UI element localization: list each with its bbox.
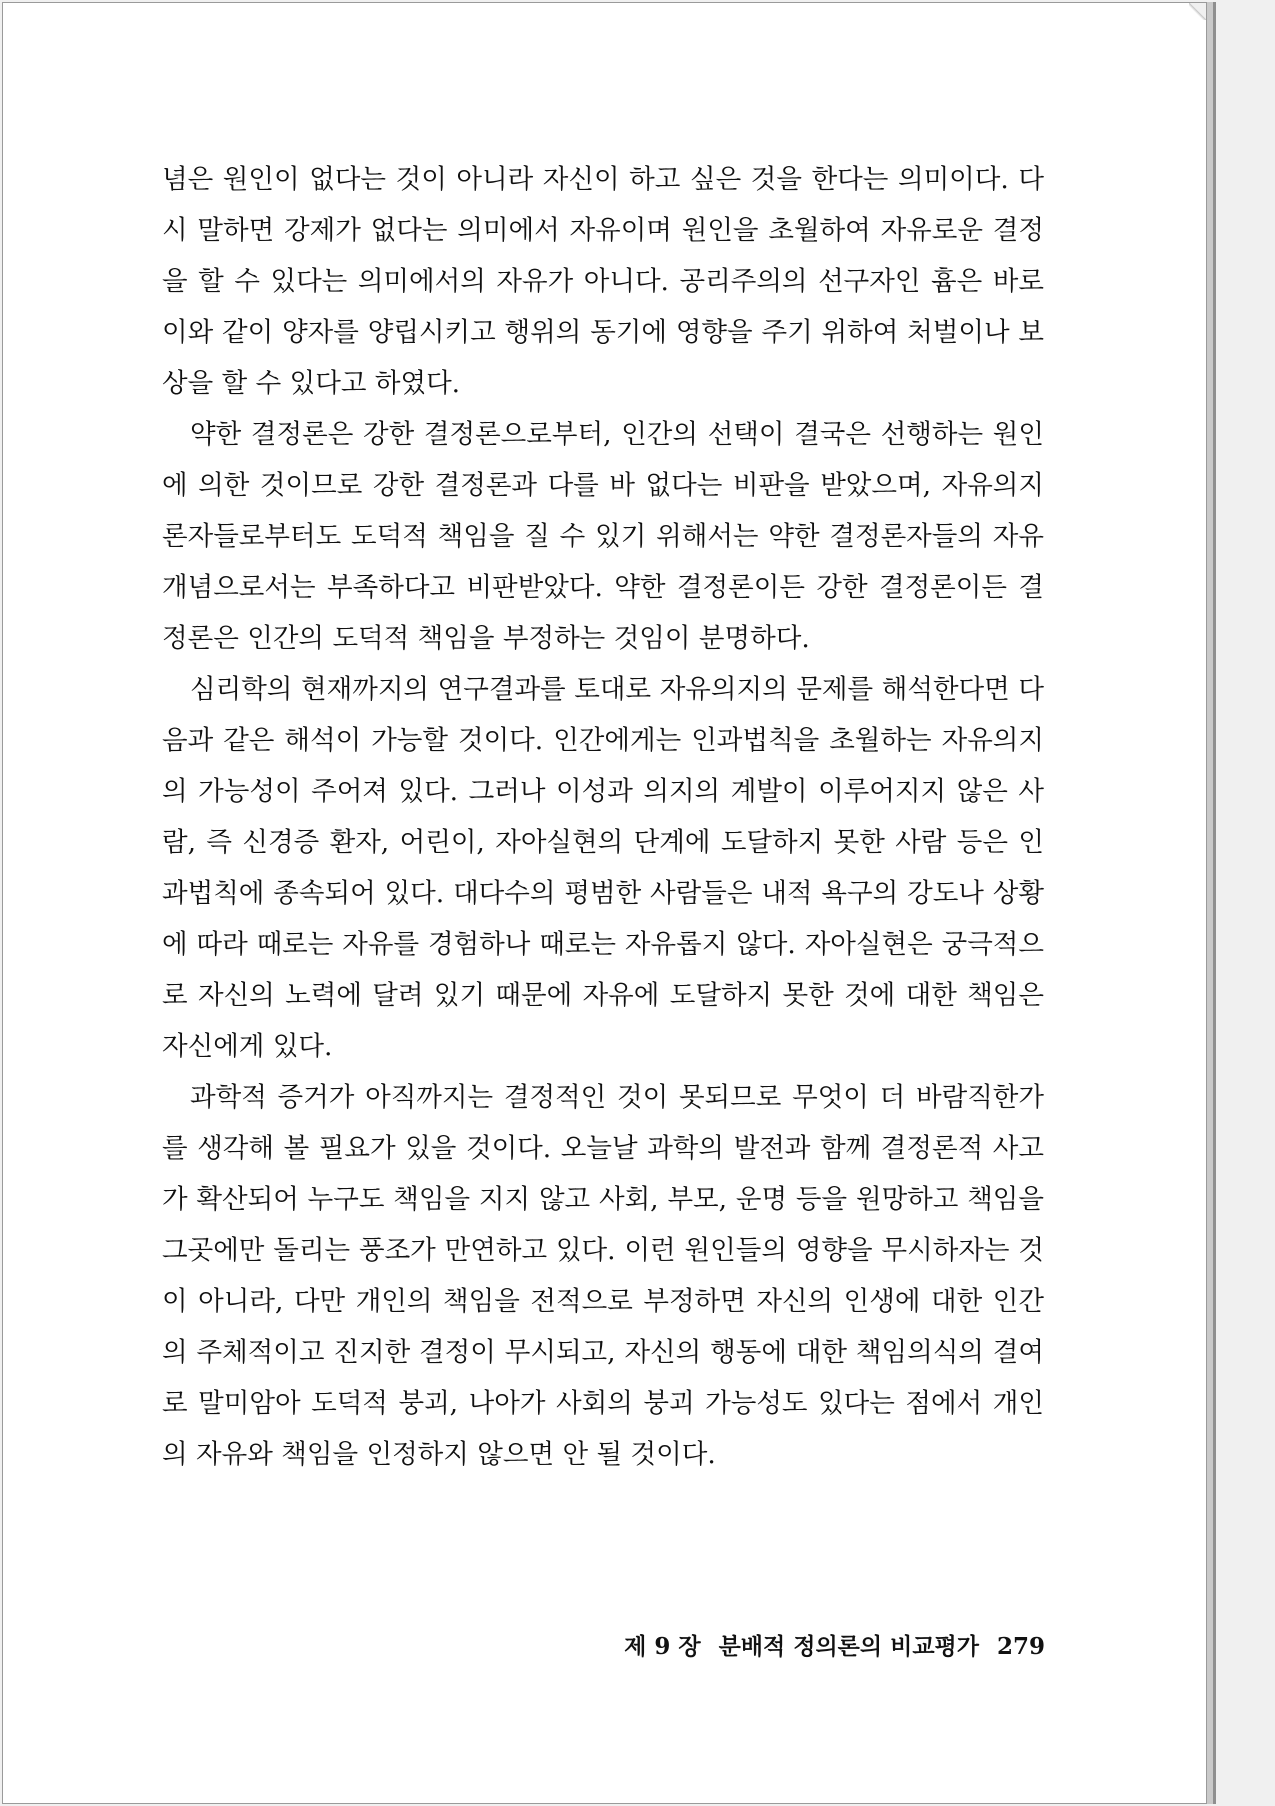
- footer-title: 분배적 정의론의 비교평가: [718, 1633, 979, 1660]
- paragraph-psychology: 심리학의 현재까지의 연구결과를 토대로 자유의지의 문제를 해석한다면 다음과 같은 해석이 가능할 것이다. 인간에게는 인과법칙을 초월하는 자유의지의 가능성이 주어져 있다. 그러나 이성과 의지의 계발이 이루어지지 않은 사람, 즉 신경증 환자, 어린이, 자아실현의 단계에 도달하지 못한 사람 등은 인과법칙에 종속되어 있다. 대다수의 평범한 사람들은 내적 욕구의 강도나 상황에 따라 때로는 자유를 경험하나 때로는 자유롭지 않다. 자아실현은 궁극적으로 자신의 노력에 달려 있기 때문에 자유에 도달하지 못한 것에 대한 책임은 자신에게 있다.: [162, 674, 1044, 1062]
- footer-chapter: 제 9 장: [624, 1633, 701, 1660]
- paragraph-scientific-evidence: 과학적 증거가 아직까지는 결정적인 것이 못되므로 무엇이 더 바람직한가를 생각해 볼 필요가 있을 것이다. 오늘날 과학의 발전과 함께 결정론적 사고가 확산되어 누구도 책임을 지지 않고 사회, 부모, 운명 등을 원망하고 책임을 그곳에만 돌리는 풍조가 만연하고 있다. 이런 원인들의 영향을 무시하자는 것이 아니라, 다만 개인의 책임을 전적으로 부정하면 자신의 인생에 대한 인간의 주체적이고 진지한 결정이 무시되고, 자신의 행동에 대한 책임의식의 결여로 말미암아 도덕적 붕괴, 나아가 사회의 붕괴 가능성도 있다는 점에서 개인의 자유와 책임을 인정하지 않으면 안 될 것이다.: [162, 1082, 1044, 1470]
- paragraph-weak-determinism: 약한 결정론은 강한 결정론으로부터, 인간의 선택이 결국은 선행하는 원인에 의한 것이므로 강한 결정론과 다를 바 없다는 비판을 받았으며, 자유의지론자들로부터도 도덕적 책임을 질 수 있기 위해서는 약한 결정론자들의 자유 개념으로서는 부족하다고 비판받았다. 약한 결정론이든 강한 결정론이든 결정론은 인간의 도덕적 책임을 부정하는 것임이 분명하다.: [162, 419, 1044, 654]
- book-page: [2, 2, 1207, 1804]
- running-footer: [563, 1628, 1045, 1661]
- body-text: [162, 154, 1044, 1480]
- page-corner-fold: [1189, 2, 1207, 20]
- paragraph-continuation: 념은 원인이 없다는 것이 아니라 자신이 하고 싶은 것을 한다는 의미이다. 다시 말하면 강제가 없다는 의미에서 자유이며 원인을 초월하여 자유로운 결정을 할 수 있다는 의미에서의 자유가 아니다. 공리주의의 선구자인 흄은 바로 이와 같이 양자를 양립시키고 행위의 동기에 영향을 주기 위하여 처벌이나 보상을 할 수 있다고 하였다.: [162, 164, 1044, 399]
- page-number: 279: [996, 1633, 1045, 1660]
